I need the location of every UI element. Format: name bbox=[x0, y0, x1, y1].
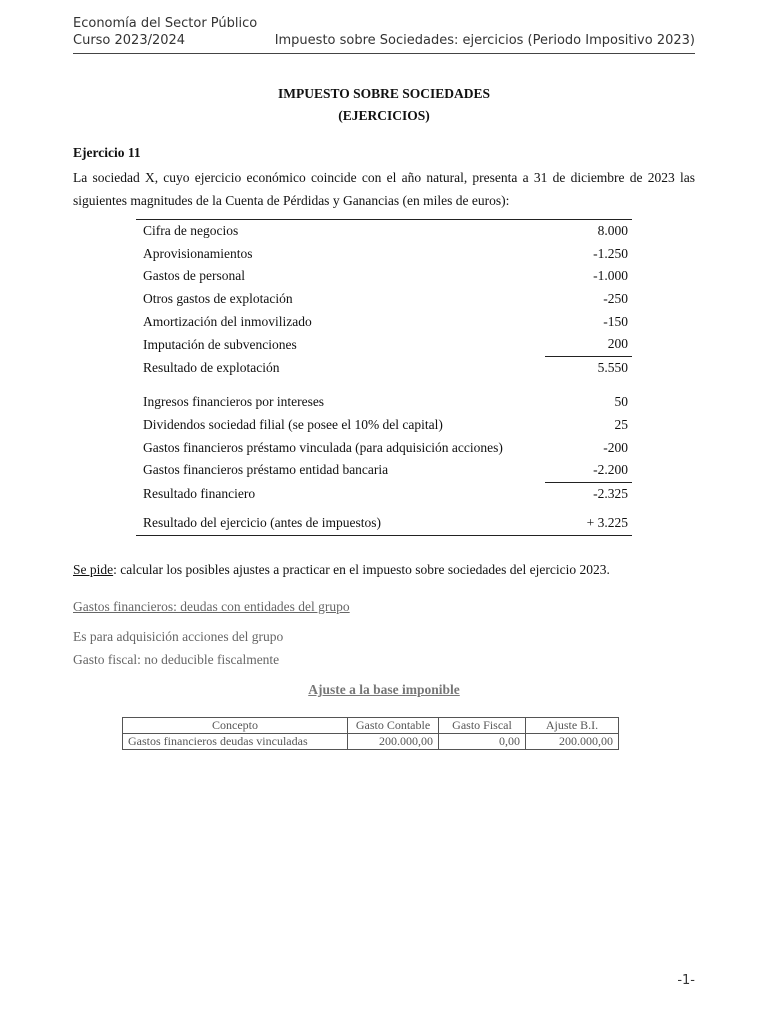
exercise-heading: Ejercicio 11 bbox=[73, 145, 141, 160]
column-header: Ajuste B.I. bbox=[526, 718, 619, 734]
row-label: Cifra de negocios bbox=[143, 223, 239, 239]
exercise-intro: La sociedad X, cuyo ejercicio económico coincide con el año natural, presenta a 31 de diciembre de 2023 las siguientes magnitudes de la Cuenta de Pérdidas y Ganancias (en miles de euros): bbox=[73, 170, 695, 208]
table-row bbox=[136, 310, 632, 333]
table-row bbox=[123, 734, 619, 750]
row-label: Gastos financieros préstamo entidad bancaria bbox=[143, 462, 389, 478]
row-value: -1.000 bbox=[593, 268, 628, 284]
notes-line-2: Gasto fiscal: no deducible fiscalmente bbox=[73, 652, 280, 667]
row-value: -250 bbox=[603, 291, 628, 307]
row-label: Resultado de explotación bbox=[143, 359, 280, 375]
header-divider bbox=[73, 53, 695, 54]
row-value: -1.250 bbox=[593, 245, 628, 261]
adjustment-table bbox=[122, 717, 619, 750]
cell-adjustment: 200.000,00 bbox=[526, 734, 619, 750]
table-row bbox=[136, 391, 632, 414]
subtotal-row bbox=[136, 356, 632, 379]
column-header: Concepto bbox=[123, 718, 348, 734]
row-label: Ingresos financieros por intereses bbox=[143, 394, 325, 410]
question-text: : calcular los posibles ajustes a practicar en el impuesto sobre sociedades del ejercicio 2023. bbox=[113, 562, 610, 577]
document-subtitle: (EJERCICIOS) bbox=[338, 108, 430, 123]
row-value: -200 bbox=[603, 439, 628, 455]
header-line-1 bbox=[73, 16, 695, 31]
table-header-row bbox=[123, 718, 619, 734]
row-value: -2.325 bbox=[545, 482, 632, 505]
table-row bbox=[136, 288, 632, 311]
table-row bbox=[136, 436, 632, 459]
header-topic: Impuesto sobre Sociedades: ejercicios (Periodo Impositivo 2023) bbox=[274, 33, 695, 48]
row-value: 200 bbox=[607, 336, 628, 352]
cell-fiscal-expense: 0,00 bbox=[439, 734, 526, 750]
adjustment-title: Ajuste a la base imponible bbox=[308, 682, 460, 697]
column-header: Gasto Contable bbox=[348, 718, 439, 734]
spacer-row bbox=[136, 379, 632, 391]
notes-heading: Gastos financieros: deudas con entidades del grupo bbox=[73, 599, 350, 614]
row-value: 5.550 bbox=[545, 356, 632, 379]
row-label: Gastos de personal bbox=[143, 268, 245, 284]
table-row bbox=[136, 414, 632, 437]
row-value: 25 bbox=[614, 417, 628, 433]
document-title: IMPUESTO SOBRE SOCIEDADES bbox=[277, 86, 491, 101]
row-label: Amortización del inmovilizado bbox=[143, 313, 312, 329]
column-header: Gasto Fiscal bbox=[439, 718, 526, 734]
cell-accounting-expense: 200.000,00 bbox=[348, 734, 439, 750]
header-course: Curso 2023/2024 bbox=[73, 33, 186, 48]
table-row bbox=[136, 265, 632, 288]
row-value: 50 bbox=[614, 394, 628, 410]
row-label: Aprovisionamientos bbox=[143, 245, 253, 261]
cell-concept: Gastos financieros deudas vinculadas bbox=[123, 734, 348, 750]
table-row bbox=[136, 459, 632, 482]
row-label: Dividendos sociedad filial (se posee el 10% del capital) bbox=[143, 417, 443, 433]
row-value: -2.200 bbox=[593, 462, 628, 478]
notes-line-1: Es para adquisición acciones del grupo bbox=[73, 629, 284, 644]
row-label: Gastos financieros préstamo vinculada (para adquisición acciones) bbox=[143, 439, 503, 455]
table-row bbox=[136, 243, 632, 266]
row-label: Resultado financiero bbox=[143, 485, 256, 501]
row-value: + 3.225 bbox=[545, 512, 632, 535]
row-label: Imputación de subvenciones bbox=[143, 336, 297, 352]
question-prefix: Se pide bbox=[73, 562, 114, 577]
spacer-row bbox=[136, 505, 632, 512]
row-value: 8.000 bbox=[597, 223, 628, 239]
row-label: Resultado del ejercicio (antes de impuestos) bbox=[136, 512, 545, 535]
table-row bbox=[136, 220, 632, 243]
total-row bbox=[136, 512, 632, 535]
header-subject: Economía del Sector Público bbox=[73, 16, 258, 31]
table-row bbox=[136, 333, 632, 356]
header-line-2 bbox=[73, 33, 695, 48]
row-value: -150 bbox=[603, 313, 628, 329]
subtotal-row bbox=[136, 482, 632, 505]
profit-loss-table bbox=[136, 219, 632, 536]
question-statement bbox=[73, 562, 610, 578]
page-number: -1- bbox=[677, 973, 695, 988]
row-label: Otros gastos de explotación bbox=[143, 291, 293, 307]
